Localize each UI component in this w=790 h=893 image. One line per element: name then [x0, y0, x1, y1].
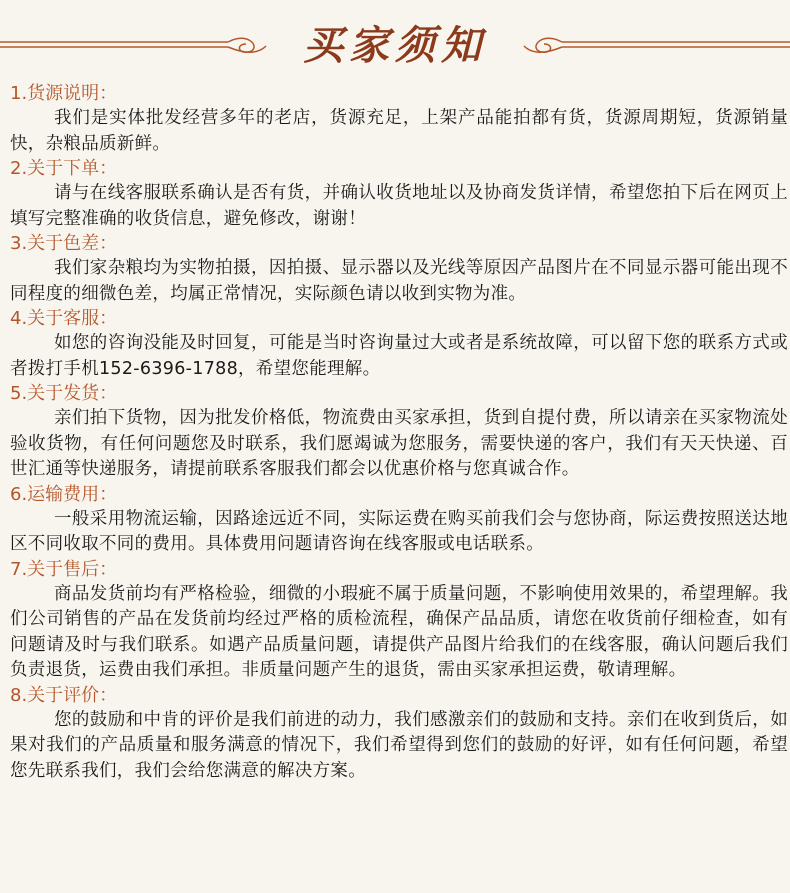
section-freight [10, 483, 788, 558]
section-heading: 5.关于发货： [10, 383, 118, 404]
section-body: 一般采用物流运输，因路途远近不同，实际运费在购买前我们会与您协商，际运费按照送达地区不同收取不同的费用。具体费用问题请咨询在线客服或电话联系。 [10, 508, 788, 554]
page-title: 买家须知 [303, 22, 487, 69]
section-heading: 4.关于客服： [10, 308, 118, 329]
section-review [10, 684, 788, 785]
section-service [10, 307, 788, 382]
header-banner [0, 0, 790, 82]
section-body: 您的鼓励和中肯的评价是我们前进的动力，我们感激亲们的鼓励和支持。亲们在收到货后，如果对我们的产品质量和服务满意的情况下，我们希望得到您们的鼓励的好评，如有任何问题，希望您先联系我们，我们会给您满意的解决方案。 [10, 709, 788, 781]
section-heading: 1.货源说明： [10, 83, 118, 104]
section-heading: 2.关于下单： [10, 158, 118, 179]
section-body: 商品发货前均有严格检验，细微的小瑕疵不属于质量问题，不影响使用效果的，希望理解。我们公司销售的产品在发货前均经过严格的质检流程，确保产品品质，请您在收货前仔细检查，如有问题请及时与我们联系。如遇产品质量问题，请提供产品图片给我们的在线客服，确认问题后我们负责退货，运费由我们承担。非质量问题产生的退货，需由买家承担运费，敬请理解。 [10, 583, 788, 680]
section-heading: 8.关于评价： [10, 684, 118, 706]
section-aftersales [10, 558, 788, 684]
section-body: 我们家杂粮均为实物拍摄，因拍摄、显示器以及光线等原因产品图片在不同显示器可能出现不同程度的细微色差，均属正常情况，实际颜色请以收到实物为准。 [10, 258, 788, 304]
section-shipping [10, 382, 788, 483]
notice-content [10, 82, 788, 784]
section-body: 请与在线客服联系确认是否有货，并确认收货地址以及协商发货详情，希望您拍下后在网页上填写完整准确的收货信息，避免修改，谢谢！ [10, 183, 788, 229]
section-source [10, 82, 788, 157]
section-body: 亲们拍下货物，因为批发价格低，物流费由买家承担，货到自提付费，所以请亲在买家物流处验收货物，有任何问题您及时联系，我们愿竭诚为您服务，需要快递的客户，我们有天天快递、百世汇通等快递服务，请提前联系客服我们都会以优惠价格与您真诚合作。 [10, 408, 788, 479]
section-heading: 3.关于色差： [10, 233, 118, 254]
section-heading: 7.关于售后： [10, 558, 118, 580]
section-body: 我们是实体批发经营多年的老店，货源充足，上架产品能拍都有货，货源周期短，货源销量快，杂粮品质新鲜。 [10, 108, 788, 154]
section-order [10, 157, 788, 232]
section-heading: 6.运输费用： [10, 483, 118, 505]
section-body: 如您的咨询没能及时回复，可能是当时咨询量过大或者是系统故障，可以留下您的联系方式或者拨打手机152-6396-1788，希望您能理解。 [10, 333, 788, 379]
section-color [10, 232, 788, 307]
